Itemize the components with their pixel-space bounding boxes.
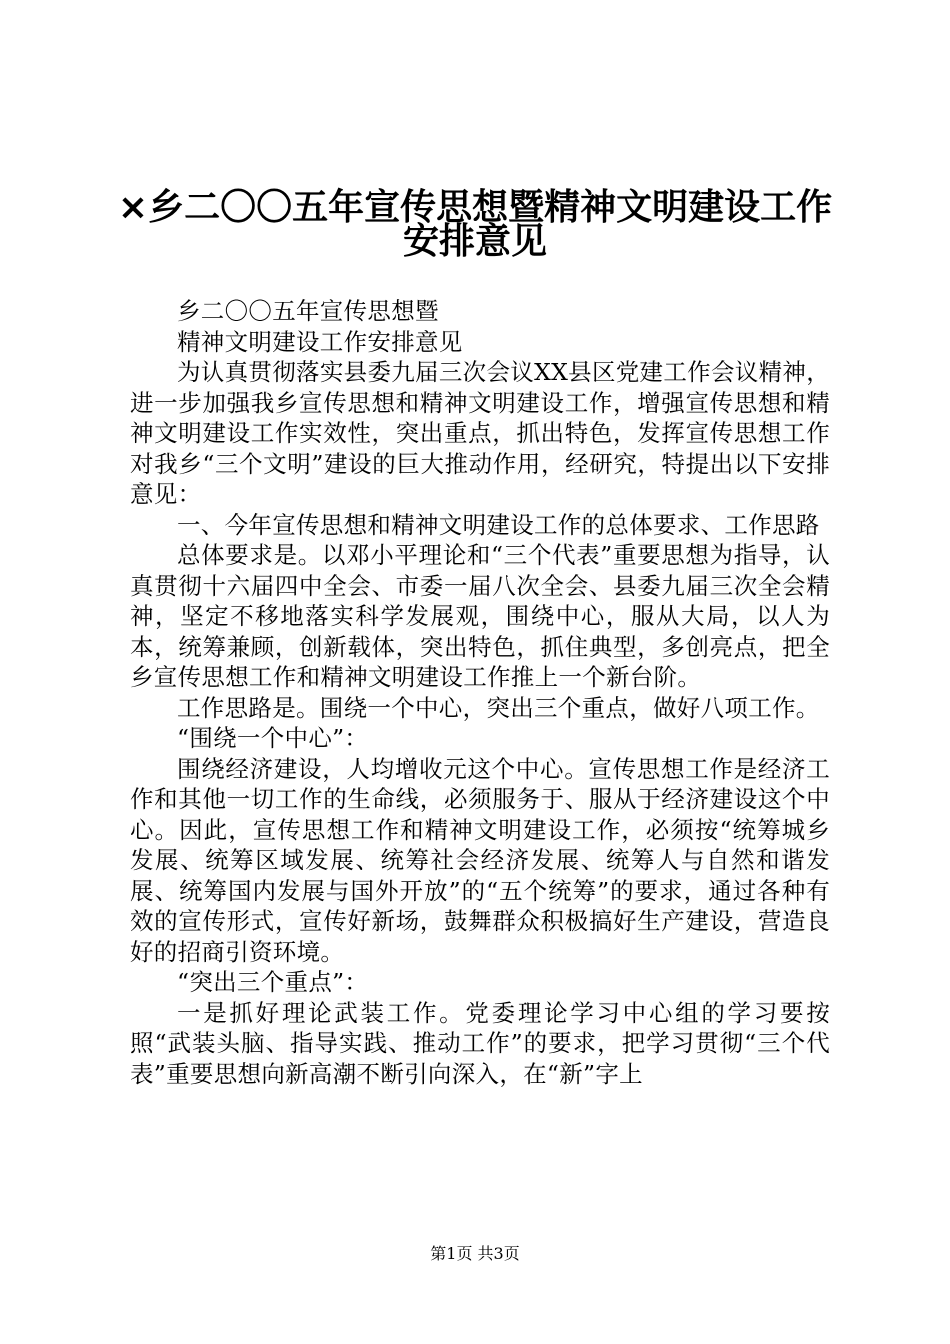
paragraph-subtitle-1: 乡二〇〇五年宣传思想暨: [177, 297, 439, 325]
paragraph-section-heading: 一、今年宣传思想和精神文明建设工作的总体要求、工作思路: [177, 510, 820, 539]
paragraph-overall-requirements: 总体要求是。以邓小平理论和“三个代表”重要思想为指导，认真贯彻十六届四中全会、市委一届八次全会、县委九届三次全会精神，坚定不移地落实科学发展观，围绕中心，服从大局，以人为本，统筹兼顾，创新载体，突出特色，抓住典型，多创亮点，把全乡宣传思想工作和精神文明建设工作推上一个新台阶。: [130, 541, 830, 691]
document-title-line-2: 安排意见: [402, 221, 547, 262]
page-footer: 第1页 共3页: [430, 1244, 520, 1263]
paragraph-work-approach: 工作思路是。围绕一个中心，突出三个重点，做好八项工作。: [177, 693, 820, 722]
paragraph-subtitle-2: 精神文明建设工作安排意见: [177, 327, 463, 356]
paragraph-one-center-heading: “围绕一个中心”：: [177, 724, 369, 752]
paragraph-one-center: 围绕经济建设，人均增收元这个中心。宣传思想工作是经济工作和其他一切工作的生命线，必须服务于、服从于经济建设这个中心。因此，宣传思想工作和精神文明建设工作，必须按“统筹城乡发展、统筹区域发展、统筹社会经济发展、统筹人与自然和谐发展、统筹国内发展与国外开放”的“五个统筹”的要求，通过各种有效的宣传形式，宣传好新场，鼓舞群众积极搞好生产建设，营造良好的招商引资环境。: [130, 754, 830, 966]
paragraph-theory-work: 一是抓好理论武装工作。党委理论学习中心组的学习要按照“武装头脑、指导实践、推动工作”的要求，把学习贯彻“三个代表”重要思想向新高潮不断引向深入，在“新”字上: [130, 998, 830, 1088]
paragraph-intro: 为认真贯彻落实县委九届三次会议XX县区党建工作会议精神，进一步加强我乡宣传思想和精神文明建设工作，增强宣传思想和精神文明建设工作实效性，突出重点，抓出特色，发挥宣传思想工作对我乡“三个文明”建设的巨大推动作用，经研究，特提出以下安排意见：: [130, 358, 830, 508]
document-body: [130, 296, 830, 1089]
paragraph-three-focus-heading: “突出三个重点”：: [177, 968, 369, 996]
document-title-line-1: ×乡二〇〇五年宣传思想暨精神文明建设工作: [117, 187, 833, 228]
